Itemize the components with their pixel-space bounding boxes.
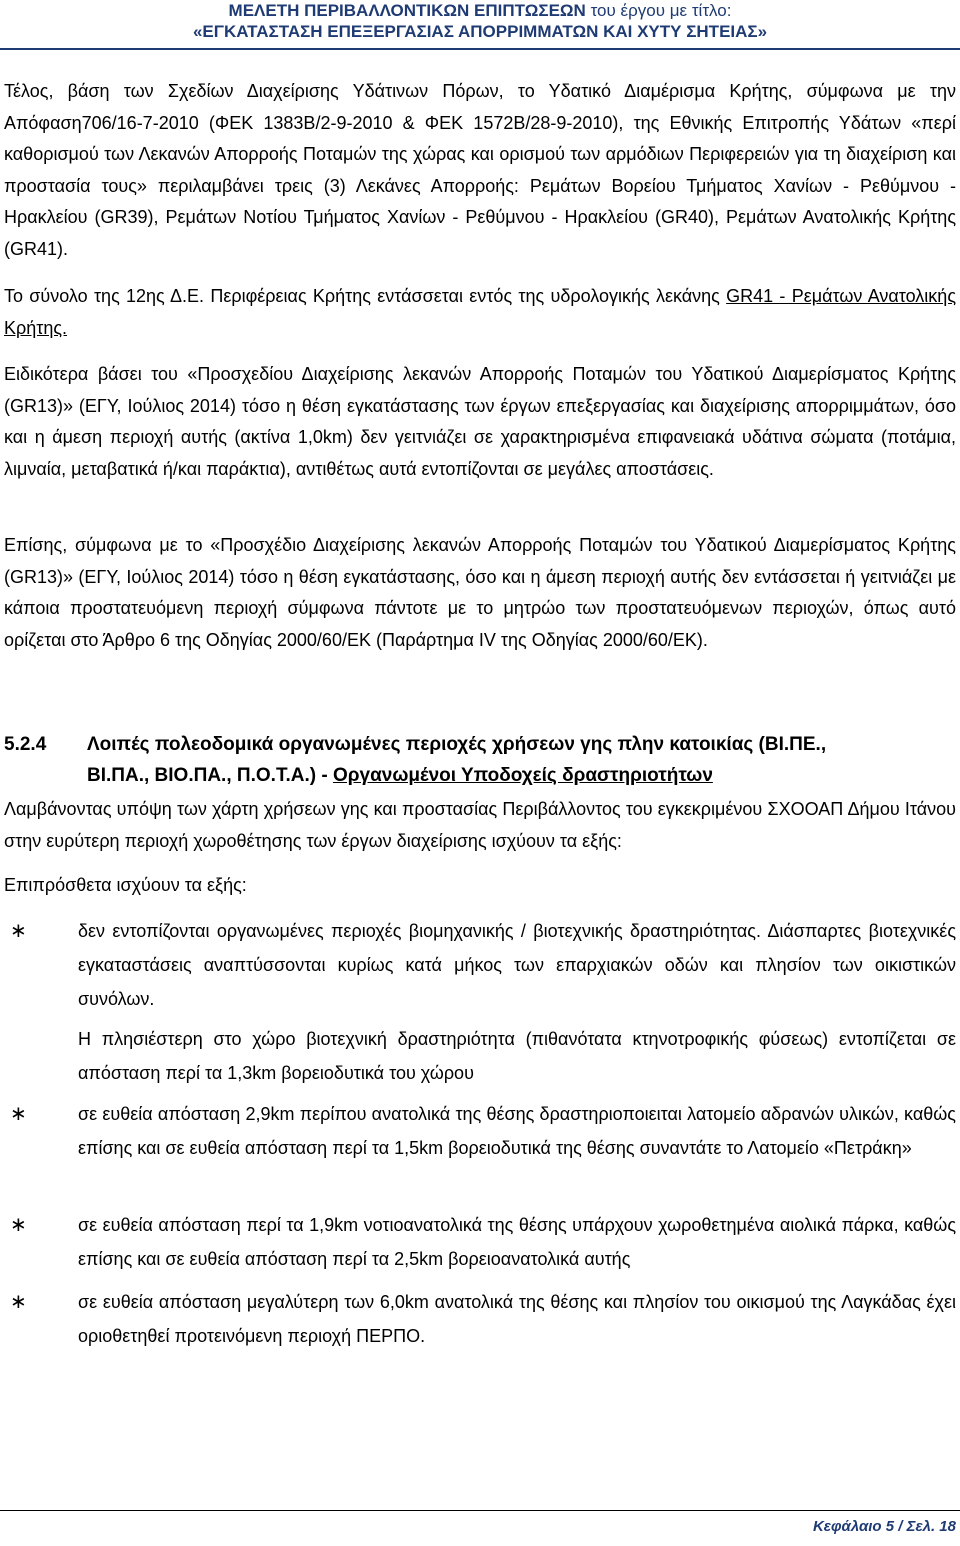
bullet-asterisk-icon: ∗ <box>10 920 27 942</box>
bullet-text: σε ευθεία απόσταση μεγαλύτερη των 6,0km ανατολικά της θέσης και πλησίον του οικισμού της Λαγκάδας έχει οριοθετηθεί προτεινόμενη περιοχή ΠΕΡΠΟ. <box>78 1292 956 1346</box>
section-title-line1: Λοιπές πολεοδομικά οργανωμένες περιοχές χρήσεων γης πλην κατοικίας (ΒΙ.ΠΕ., <box>87 734 827 755</box>
header-title-bold: ΜΕΛΕΤΗ ΠΕΡΙΒΑΛΛΟΝΤΙΚΩΝ ΕΠΙΠΤΩΣΕΩΝ <box>228 1 586 20</box>
page-number: Κεφάλαιο 5 / Σελ. 18 <box>812 1518 956 1535</box>
section-title-line2: ΒΙ.ΠΑ., ΒΙΟ.ΠΑ., Π.Ο.Τ.Α.) - <box>87 765 333 786</box>
document-header <box>0 0 960 46</box>
footer-divider <box>0 1510 960 1511</box>
bullet-item-wind-parks <box>4 1208 956 1276</box>
bullet-item-industrial <box>4 914 956 1016</box>
header-subtitle: «ΕΓΚΑΤΑΣΤΑΣΗ ΕΠΕΞΕΡΓΑΣΙΑΣ ΑΠΟΡΡΙΜΜΑΤΩΝ ΚΑΙ ΧΥΤΥ ΣΗΤΕΙΑΣ» <box>192 22 768 41</box>
bullet-continuation <box>4 1022 956 1090</box>
bullet-asterisk-icon: ∗ <box>10 1214 27 1236</box>
paragraph-surface-waters: Ειδικότερα βάσει του «Προσχεδίου Διαχείρισης λεκανών Απορροής Ποταμών του Υδατικού Διαμερίσματος Κρήτης (GR13)» (ΕΓΥ, Ιούλιος 2014) τόσο η θέση εγκατάστασης των έργων επεξεργασίας και διαχείρισης απορριμμάτων, όσο και η άμεση περιοχή αυτής (ακτίνα 1,0km) δεν γειτνιάζει σε χαρακτηρισμένα επιφανειακά υδάτινα σώματα (ποτάμια, λιμναία, μεταβατικά ή/και παράκτια), αντιθέτως αυτά εντοπίζονται σε μεγάλες αποστάσεις. <box>4 364 956 479</box>
paragraph-region-basin-text: Το σύνολο της 12ης Δ.Ε. Περιφέρειας Κρήτης εντάσσεται εντός της υδρολογικής λεκάνης <box>4 286 727 306</box>
section-heading <box>4 729 956 791</box>
bullet-text: σε ευθεία απόσταση 2,9km περίπου ανατολικά της θέσης δραστηριοποιειται λατομείο αδρανών υλικών, καθώς επίσης και σε ευθεία απόσταση περί τα 1,5km βορειοδυτικά της θέσης συναντάτε το Λατομείο «Πετράκη» <box>78 1104 956 1158</box>
bullet-asterisk-icon: ∗ <box>10 1291 27 1313</box>
paragraph-water-basins: Τέλος, βάση των Σχεδίων Διαχείρισης Υδάτινων Πόρων, το Υδατικό Διαμέρισμα Κρήτης, σύμφωνα με την Απόφαση706/16-7-2010 (ΦΕΚ 1383Β/2-9-2010 & ΦΕΚ 1572Β/28-9-2010), της Εθνικής Επιτροπής Υδάτων «περί καθορισμού των Λεκανών Απορροής Ποταμών της χώρας και ορισμού των αρμόδιων Περιφερειών για τη διαχείριση και προστασία τους» περιλαμβάνει τρεις (3) Λεκάνες Απορροής: Ρεμάτων Βορείου Τμήματος Χανίων - Ρεθύμνου - Ηρακλείου (GR39), Ρεμάτων Νοτίου Τμήματος Χανίων - Ρεθύμνου - Ηρακλείου (GR40), Ρεμάτων Ανατολικής Κρήτης (GR41). <box>4 81 956 259</box>
paragraph-additionally: Επιπρόσθετα ισχύουν τα εξής: <box>4 875 247 895</box>
header-title <box>0 0 960 21</box>
paragraph-protected-areas: Επίσης, σύμφωνα με το «Προσχέδιο Διαχείρισης λεκανών Απορροής Ποταμών του Υδατικού Διαμερίσματος Κρήτης (GR13)» (ΕΓΥ, Ιούλιος 2014) τόσο η θέση εγκατάστασης, όσο και η άμεση περιοχή αυτής δεν εντάσσεται ή γειτνιάζει με κάποια προστατευόμενη περιοχή σύμφωνα πάντοτε με το μητρώο των προστατευόμενων περιοχών, όπως αυτό ορίζεται στο Άρθρο 6 της Οδηγίας 2000/60/ΕΚ (Παράρτημα IV της Οδηγίας 2000/60/ΕΚ). <box>4 535 956 650</box>
section-number: 5.2.4 <box>4 734 47 755</box>
paragraph-land-use: Λαμβάνοντας υπόψη των χάρτη χρήσεων γης και προστασίας Περιβάλλοντος του εγκεκριμένου ΣΧΟΟΑΠ Δήμου Ιτάνου στην ευρύτερη περιοχή χωροθέτησης των έργων διαχείρισης ισχύουν τα εξής: <box>4 799 956 851</box>
bullet-continuation-text: Η πλησιέστερη στο χώρο βιοτεχνική δραστηριότητα (πιθανότατα κτηνοτροφικής φύσεως) εντοπίζεται σε απόσταση περί τα 1,3km βορειοδυτικά του χώρου <box>78 1029 956 1083</box>
section-title-underlined: Οργανωμένοι Υποδοχείς δραστηριοτήτων <box>332 765 713 786</box>
bullet-text: σε ευθεία απόσταση περί τα 1,9km νοτιοανατολικά της θέσης υπάρχουν χωροθετημένα αιολικά πάρκα, καθώς επίσης και σε ευθεία απόσταση περί τα 2,5km βορειοανατολικά αυτής <box>78 1215 956 1269</box>
bullet-text: δεν εντοπίζονται οργανωμένες περιοχές βιομηχανικής / βιοτεχνικής δραστηριότητας. Διάσπαρτες βιοτεχνικές εγκαταστάσεις αναπτύσσονται κυρίως κατά μήκος των επαρχιακών οδών και πλησίον των οικιστικών συνόλων. <box>78 921 956 1009</box>
bullet-item-perpo <box>4 1285 956 1353</box>
paragraph-region-basin-underlined: GR41 - Ρεμάτων Ανατολικής Κρήτης. <box>4 286 956 338</box>
paragraph-region-basin <box>4 281 956 344</box>
header-title-rest: του έργου με τίτλο: <box>585 1 732 20</box>
bullet-item-quarry <box>4 1097 956 1165</box>
bullet-asterisk-icon: ∗ <box>10 1103 27 1125</box>
header-divider <box>0 48 960 50</box>
